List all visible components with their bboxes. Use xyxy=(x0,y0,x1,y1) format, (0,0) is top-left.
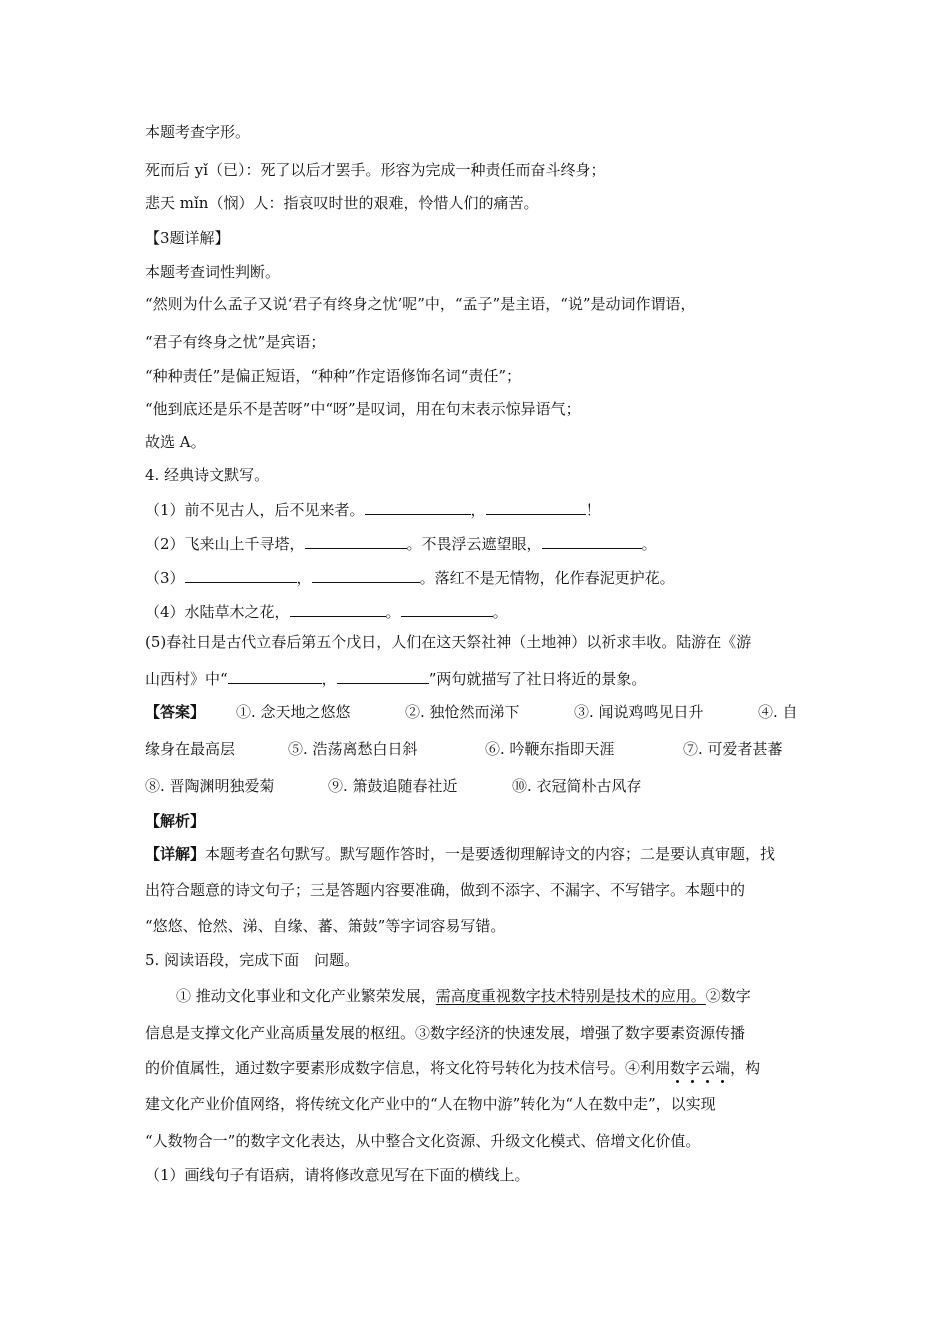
dotted-char: 云 xyxy=(700,1059,716,1077)
fill-blank-line: （1）前不见古人，后不见来者。 ， ！ xyxy=(145,498,601,520)
answer-blank[interactable] xyxy=(312,566,420,583)
text-line: “悠悠、怆然、涕、自缘、蕃、箫鼓”等字词容易写错。 xyxy=(145,917,506,935)
text-line: “种种责任”是偏正短语，“种种”作定语修饰名词“责任”； xyxy=(145,367,522,385)
answer-item: ④. 自 xyxy=(758,703,798,721)
answer-blank[interactable] xyxy=(365,498,471,515)
answer-item: ①. 念天地之悠悠 xyxy=(236,703,351,721)
answer-blank[interactable] xyxy=(290,600,386,617)
dotted-char: 字 xyxy=(685,1059,701,1077)
answer-item: ⑩. 衣冠简朴古风存 xyxy=(512,777,642,795)
answer-blank[interactable] xyxy=(401,600,493,617)
text-line: 本题考查字形。 xyxy=(145,123,251,141)
passage-line: “人数物合一”的数字文化表达，从中整合文化资源、升级文化模式、倍增文化价值。 xyxy=(145,1132,701,1150)
detail-label: 【详解】 xyxy=(145,845,206,863)
text-line: 【详解】本题考查名句默写。默写题作答时，一是要透彻理解诗文的内容；二是要认真审题，找 xyxy=(145,845,776,863)
answer-blank[interactable] xyxy=(542,532,642,549)
answer-blank[interactable] xyxy=(337,667,429,684)
text-line: （1）画线句子有语病，请将修改意见写在下面的横线上。 xyxy=(145,1166,530,1184)
text-line: 死而后 yǐ（已）：死了以后才罢手。形容为完成一种责任而奋斗终身； xyxy=(145,161,606,179)
question-title: 5. 阅读语段，完成下面 问题。 xyxy=(145,951,360,969)
text-line: 出符合题意的诗文句子；三是答题内容要准确，做到不添字、不漏字、不写错字。本题中的 xyxy=(145,881,746,899)
question-title: 4. 经典诗文默写。 xyxy=(145,466,270,484)
answer-label: 【答案】 xyxy=(145,703,206,721)
fill-blank-line: （2）飞来山上千寻塔， 。不畏浮云遮望眼， 。 xyxy=(145,532,657,554)
passage-line: 信息是支撑文化产业高质量发展的枢纽。③数字经济的快速发展，增强了数字要素资源传播 xyxy=(145,1024,746,1042)
analysis-label: 【解析】 xyxy=(145,812,206,830)
text-line: “君子有终身之忧”是宾语； xyxy=(145,333,326,351)
answer-item: ⑥. 吟鞭东指即天涯 xyxy=(485,740,615,758)
text-line: “然则为什么孟子又说‘君子有终身之忧’呢”中，“孟子”是主语，“说”是动词作谓语， xyxy=(145,295,696,313)
text-line: (5)春社日是古代立春后第五个戊日，人们在这天祭社神（土地神）以祈求丰收。陆游在《游 xyxy=(145,633,752,651)
text-line: “他到底还是乐不是苦呀”中“呀”是叹词，用在句末表示惊异语气； xyxy=(145,400,581,418)
answer-blank[interactable] xyxy=(185,566,297,583)
passage-line: 的价值属性，通过数字要素形成数字信息，将文化符号转化为技术信号。④利用数字云端，构 xyxy=(145,1059,761,1077)
text-line: 悲天 mǐn（悯）人：指哀叹时世的艰难，怜惜人们的痛苦。 xyxy=(145,194,539,212)
text-line: 本题考查词性判断。 xyxy=(145,263,281,281)
fill-blank-line: （3） ， 。落红不是无情物，化作春泥更护花。 xyxy=(145,566,675,588)
answer-item: ③. 闻说鸡鸣见日升 xyxy=(574,703,704,721)
underlined-sentence: 需高度重视数字技术特别是技术的应用。 xyxy=(435,987,706,1005)
fill-blank-line: （4）水陆草木之花， 。 。 xyxy=(145,600,508,622)
answer-blank[interactable] xyxy=(486,498,586,515)
answer-item: ⑦. 可爱者甚蕃 xyxy=(683,740,783,758)
answer-blank[interactable] xyxy=(305,532,407,549)
text-line: 故选 A。 xyxy=(145,433,206,451)
dotted-char: 数 xyxy=(670,1059,686,1077)
answer-item: ⑤. 浩荡离愁白日斜 xyxy=(288,740,418,758)
passage-line: 建文化产业价值网络，将传统文化产业中的“人在物中游”转化为“人在数中走”，以实现 xyxy=(145,1095,716,1113)
answer-item: ⑧. 晋陶渊明独爱菊 xyxy=(145,777,275,795)
answer-blank[interactable] xyxy=(228,667,322,684)
passage-line: ① 推动文化事业和文化产业繁荣发展，需高度重视数字技术特别是技术的应用。②数字 xyxy=(176,987,751,1005)
section-heading: 【3题详解】 xyxy=(145,229,230,247)
answer-item: 缘身在最高层 xyxy=(145,740,236,758)
answer-item: ⑨. 箫鼓追随春社近 xyxy=(328,777,458,795)
fill-blank-line: 山西村》中“ ， ”两句就描写了社日将近的景象。 xyxy=(145,667,646,689)
dotted-char: 端 xyxy=(715,1059,731,1077)
answer-item: ②. 独怆然而涕下 xyxy=(405,703,520,721)
